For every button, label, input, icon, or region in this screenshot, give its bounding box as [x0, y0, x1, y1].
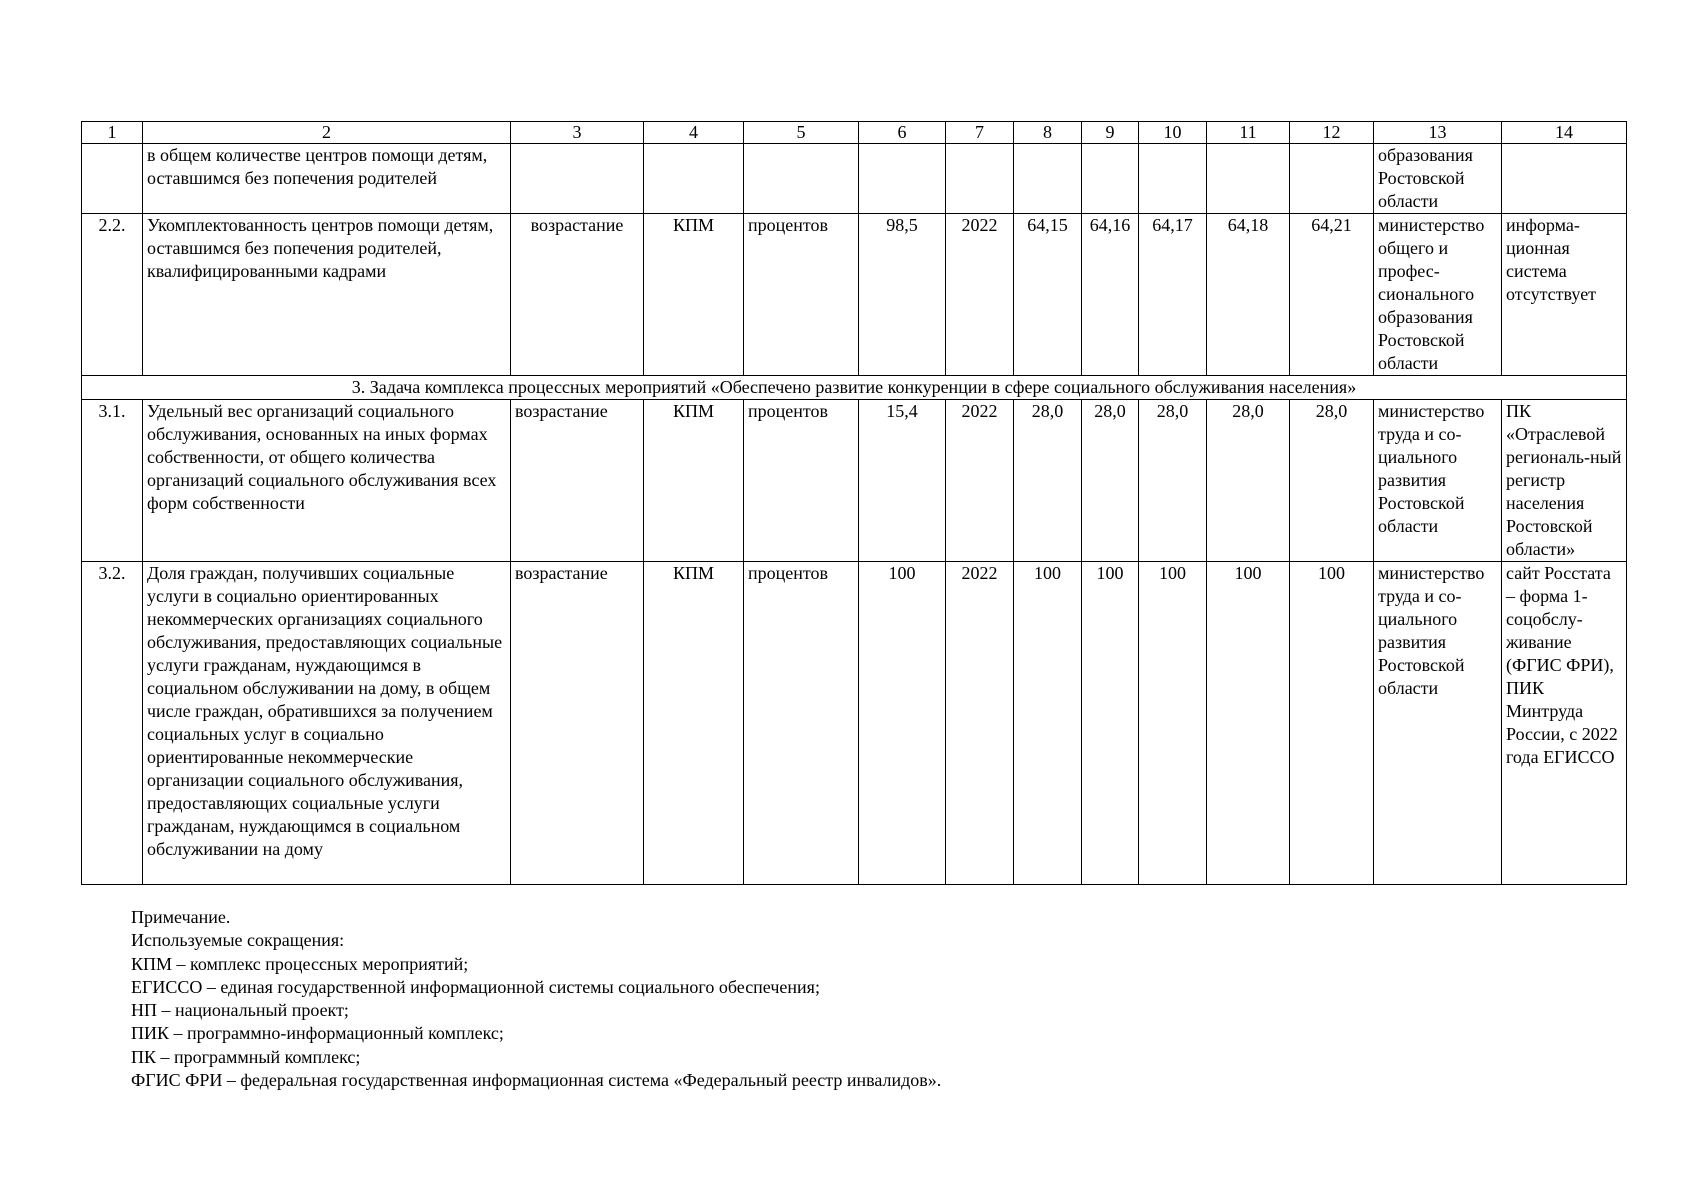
cell-indicator-name: Доля граждан, получивших социальные услуги в социально ориентированных некоммерческих организациях социального обслуживания, предоставляющих социальные услуги гражданам, нуждающимся в социальном обслуживании на дому, в общем числе граждан, обратившихся за получением социальных услуг в социально ориентированные некоммерческие организации социального обслуживания, предоставляющих социальные услуги гражданам, нуждающимся в социальном обслуживании на дому: [143, 562, 511, 885]
header-cell: 9: [1082, 122, 1139, 144]
cell-responsible: министерство труда и со-циального развития Ростовской области: [1374, 562, 1502, 885]
header-cell: 4: [644, 122, 744, 144]
cell-base-year: 2022: [946, 562, 1014, 885]
cell-value: 28,0: [1082, 400, 1139, 562]
cell-unit: процентов: [744, 400, 859, 562]
cell-info-system: ПК «Отраслевой региональ-ный регистр населения Ростовской области»: [1502, 400, 1627, 562]
note-title: Примечание.: [131, 907, 231, 927]
cell-indicator-name: Удельный вес организаций социального обслуживания, основанных на иных формах собственности, от общего количества организаций социального обслуживания всех форм собственности: [143, 400, 511, 562]
table-row: [82, 214, 1627, 376]
header-cell: 5: [744, 122, 859, 144]
cell-value: 64,15: [1014, 214, 1082, 376]
table-row: [82, 562, 1627, 885]
cell-trend: возрастание: [511, 400, 644, 562]
note-line: ПИК – программно-информационный комплекс;: [131, 1023, 504, 1044]
cell-level: КПМ: [644, 562, 744, 885]
cell-unit: процентов: [744, 562, 859, 885]
cell-base-year: 2022: [946, 214, 1014, 376]
cell-info-system: информа-ционная система отсутствует: [1502, 214, 1627, 376]
cell-num: 3.2.: [82, 562, 143, 885]
table-header-row: [82, 122, 1627, 144]
header-cell: 2: [143, 122, 511, 144]
cell-value: 28,0: [1014, 400, 1082, 562]
cell-value: 64,18: [1207, 214, 1290, 376]
cell-base-year: 2022: [946, 400, 1014, 562]
cell-value: 100: [1290, 562, 1374, 885]
indicators-table: [81, 121, 1627, 885]
cell-value: 100: [1139, 562, 1207, 885]
header-cell: 11: [1207, 122, 1290, 144]
cell-value: 28,0: [1290, 400, 1374, 562]
note-line: КПМ – комплекс процессных мероприятий;: [131, 953, 469, 974]
note-line: ЕГИССО – единая государственной информационной системы социального обеспечения;: [131, 976, 820, 997]
cell-value: 28,0: [1139, 400, 1207, 562]
cell-trend: возрастание: [511, 562, 644, 885]
cell-responsible: образования Ростовской области: [1374, 144, 1502, 214]
note-line: ПК – программный комплекс;: [131, 1046, 361, 1067]
cell-num: 2.2.: [82, 214, 143, 376]
cell-value: 100: [1207, 562, 1290, 885]
cell-value: 64,16: [1082, 214, 1139, 376]
header-cell: 14: [1502, 122, 1627, 144]
header-cell: 1: [82, 122, 143, 144]
cell-level: КПМ: [644, 214, 744, 376]
cell-value: 28,0: [1207, 400, 1290, 562]
table-section-row: [82, 376, 1627, 400]
note-line: НП – национальный проект;: [131, 1000, 349, 1021]
header-cell: 12: [1290, 122, 1374, 144]
cell-level: КПМ: [644, 400, 744, 562]
notes-block: [131, 906, 941, 1092]
table-row: [82, 400, 1627, 562]
table-row: [82, 144, 1627, 214]
section-title: 3. Задача комплекса процессных мероприятий «Обеспечено развитие конкуренции в сфере социального обслуживания населения»: [82, 376, 1627, 400]
note-line: Используемые сокращения:: [131, 930, 345, 951]
note-line: ФГИС ФРИ – федеральная государственная информационная система «Федеральный реестр инвалидов».: [131, 1070, 942, 1091]
cell-value: 64,17: [1139, 214, 1207, 376]
cell-base-value: 100: [859, 562, 946, 885]
cell-value: 100: [1014, 562, 1082, 885]
cell-value: 64,21: [1290, 214, 1374, 376]
header-cell: 7: [946, 122, 1014, 144]
cell-info-system: сайт Росстата – форма 1-соцобслу-живание (ФГИС ФРИ), ПИК Минтруда России, с 2022 года ЕГИССО: [1502, 562, 1627, 885]
header-cell: 13: [1374, 122, 1502, 144]
cell-indicator-name: в общем количестве центров помощи детям, оставшимся без попечения родителей: [143, 144, 511, 214]
cell-unit: процентов: [744, 214, 859, 376]
cell-value: 100: [1082, 562, 1139, 885]
cell-responsible: министерство общего и профес-сионального образования Ростовской области: [1374, 214, 1502, 376]
cell-base-value: 98,5: [859, 214, 946, 376]
header-cell: 6: [859, 122, 946, 144]
cell-num: [82, 144, 143, 214]
header-cell: 3: [511, 122, 644, 144]
header-cell: 8: [1014, 122, 1082, 144]
cell-trend: возрастание: [511, 214, 644, 376]
header-cell: 10: [1139, 122, 1207, 144]
cell-responsible: министерство труда и со-циального развития Ростовской области: [1374, 400, 1502, 562]
cell-indicator-name: Укомплектованность центров помощи детям, оставшимся без попечения родителей, квалифицированными кадрами: [143, 214, 511, 376]
cell-base-value: 15,4: [859, 400, 946, 562]
cell-num: 3.1.: [82, 400, 143, 562]
